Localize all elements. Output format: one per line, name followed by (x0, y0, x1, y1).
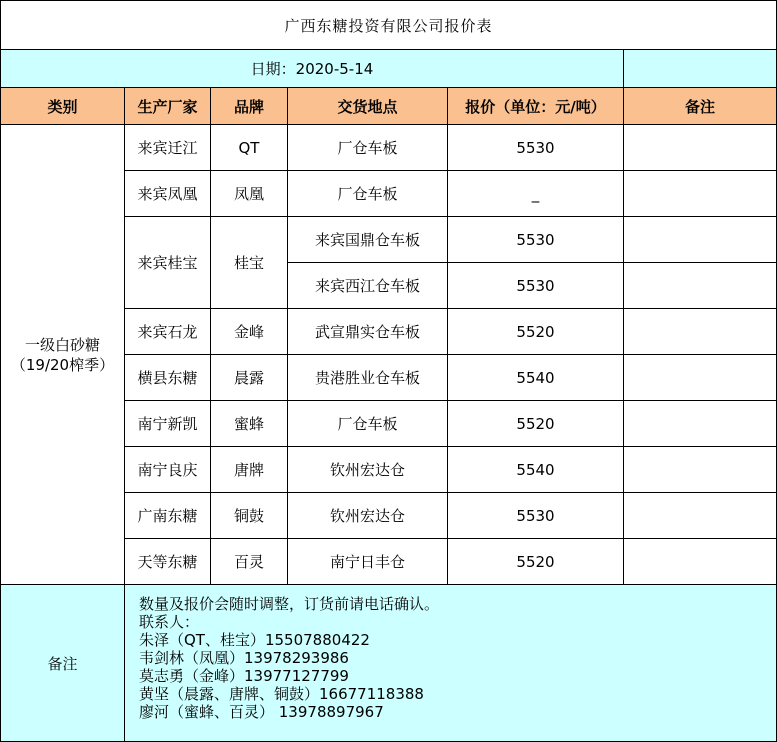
price-cell: 5520 (448, 401, 624, 447)
notes-label: 备注 (1, 585, 125, 742)
header-delivery: 交货地点 (288, 88, 448, 125)
brand-cell: 凤凰 (211, 171, 288, 217)
brand-cell: 蜜蜂 (211, 401, 288, 447)
manufacturer-cell: 南宁良庆 (125, 447, 211, 493)
brand-cell: 晨露 (211, 355, 288, 401)
price-cell: 5530 (448, 263, 624, 309)
price-cell: 5530 (448, 125, 624, 171)
remarks-cell (624, 401, 777, 447)
remarks-cell (624, 171, 777, 217)
remarks-cell (624, 493, 777, 539)
price-cell: 5530 (448, 217, 624, 263)
header-price: 报价（单位：元/吨） (448, 88, 624, 125)
remarks-cell (624, 125, 777, 171)
remarks-cell (624, 539, 777, 585)
date-side-cell (624, 50, 777, 88)
brand-cell: 金峰 (211, 309, 288, 355)
manufacturer-cell: 来宾桂宝 (125, 217, 211, 309)
remarks-cell (624, 217, 777, 263)
manufacturer-cell: 横县东糖 (125, 355, 211, 401)
header-manufacturer: 生产厂家 (125, 88, 211, 125)
notes-content (125, 585, 777, 742)
delivery-cell: 来宾西江仓车板 (288, 263, 448, 309)
manufacturer-cell: 来宾凤凰 (125, 171, 211, 217)
brand-cell: 桂宝 (211, 217, 288, 309)
notes-line: 黄坚（晨露、唐牌、铜鼓）16677118388 (139, 685, 424, 703)
delivery-cell: 厂仓车板 (288, 125, 448, 171)
notes-line: 朱泽（QT、桂宝）15507880422 (139, 631, 370, 649)
page-title: 广西东糖投资有限公司报价表 (1, 1, 777, 50)
category-cell (1, 125, 125, 585)
manufacturer-cell: 广南东糖 (125, 493, 211, 539)
notes-line: 数量及报价会随时调整，订货前请电话确认。 (139, 595, 440, 613)
brand-cell: 唐牌 (211, 447, 288, 493)
brand-cell: 百灵 (211, 539, 288, 585)
remarks-cell (624, 447, 777, 493)
header-category: 类别 (1, 88, 125, 125)
remarks-cell (624, 309, 777, 355)
delivery-cell: 来宾国鼎仓车板 (288, 217, 448, 263)
remarks-cell (624, 263, 777, 309)
delivery-cell: 厂仓车板 (288, 401, 448, 447)
delivery-cell: 南宁日丰仓 (288, 539, 448, 585)
header-brand: 品牌 (211, 88, 288, 125)
manufacturer-cell: 南宁新凯 (125, 401, 211, 447)
category-season: （19/20榨季） (10, 355, 115, 374)
category-name: 一级白砂糖 (24, 335, 100, 354)
brand-cell: QT (211, 125, 288, 171)
manufacturer-cell: 天等东糖 (125, 539, 211, 585)
notes-line: 联系人： (139, 613, 200, 631)
price-cell: 5540 (448, 447, 624, 493)
delivery-cell: 武宣鼎实仓车板 (288, 309, 448, 355)
price-cell: 5530 (448, 493, 624, 539)
notes-line: 莫志勇（金峰）13977127799 (139, 667, 349, 685)
price-cell: 5520 (448, 539, 624, 585)
manufacturer-cell: 来宾石龙 (125, 309, 211, 355)
header-remarks: 备注 (624, 88, 777, 125)
price-cell: 5520 (448, 309, 624, 355)
manufacturer-cell: 来宾迁江 (125, 125, 211, 171)
price-cell: 5540 (448, 355, 624, 401)
notes-line: 廖河（蜜蜂、百灵） 13978897967 (139, 703, 384, 721)
delivery-cell: 钦州宏达仓 (288, 493, 448, 539)
brand-cell: 铜鼓 (211, 493, 288, 539)
date-cell: 日期：2020-5-14 (1, 50, 624, 88)
table-row (1, 125, 777, 171)
delivery-cell: 钦州宏达仓 (288, 447, 448, 493)
remarks-cell (624, 355, 777, 401)
price-cell: _ (448, 171, 624, 217)
delivery-cell: 厂仓车板 (288, 171, 448, 217)
notes-line: 韦剑林（凤凰）13978293986 (139, 649, 349, 667)
delivery-cell: 贵港胜业仓车板 (288, 355, 448, 401)
